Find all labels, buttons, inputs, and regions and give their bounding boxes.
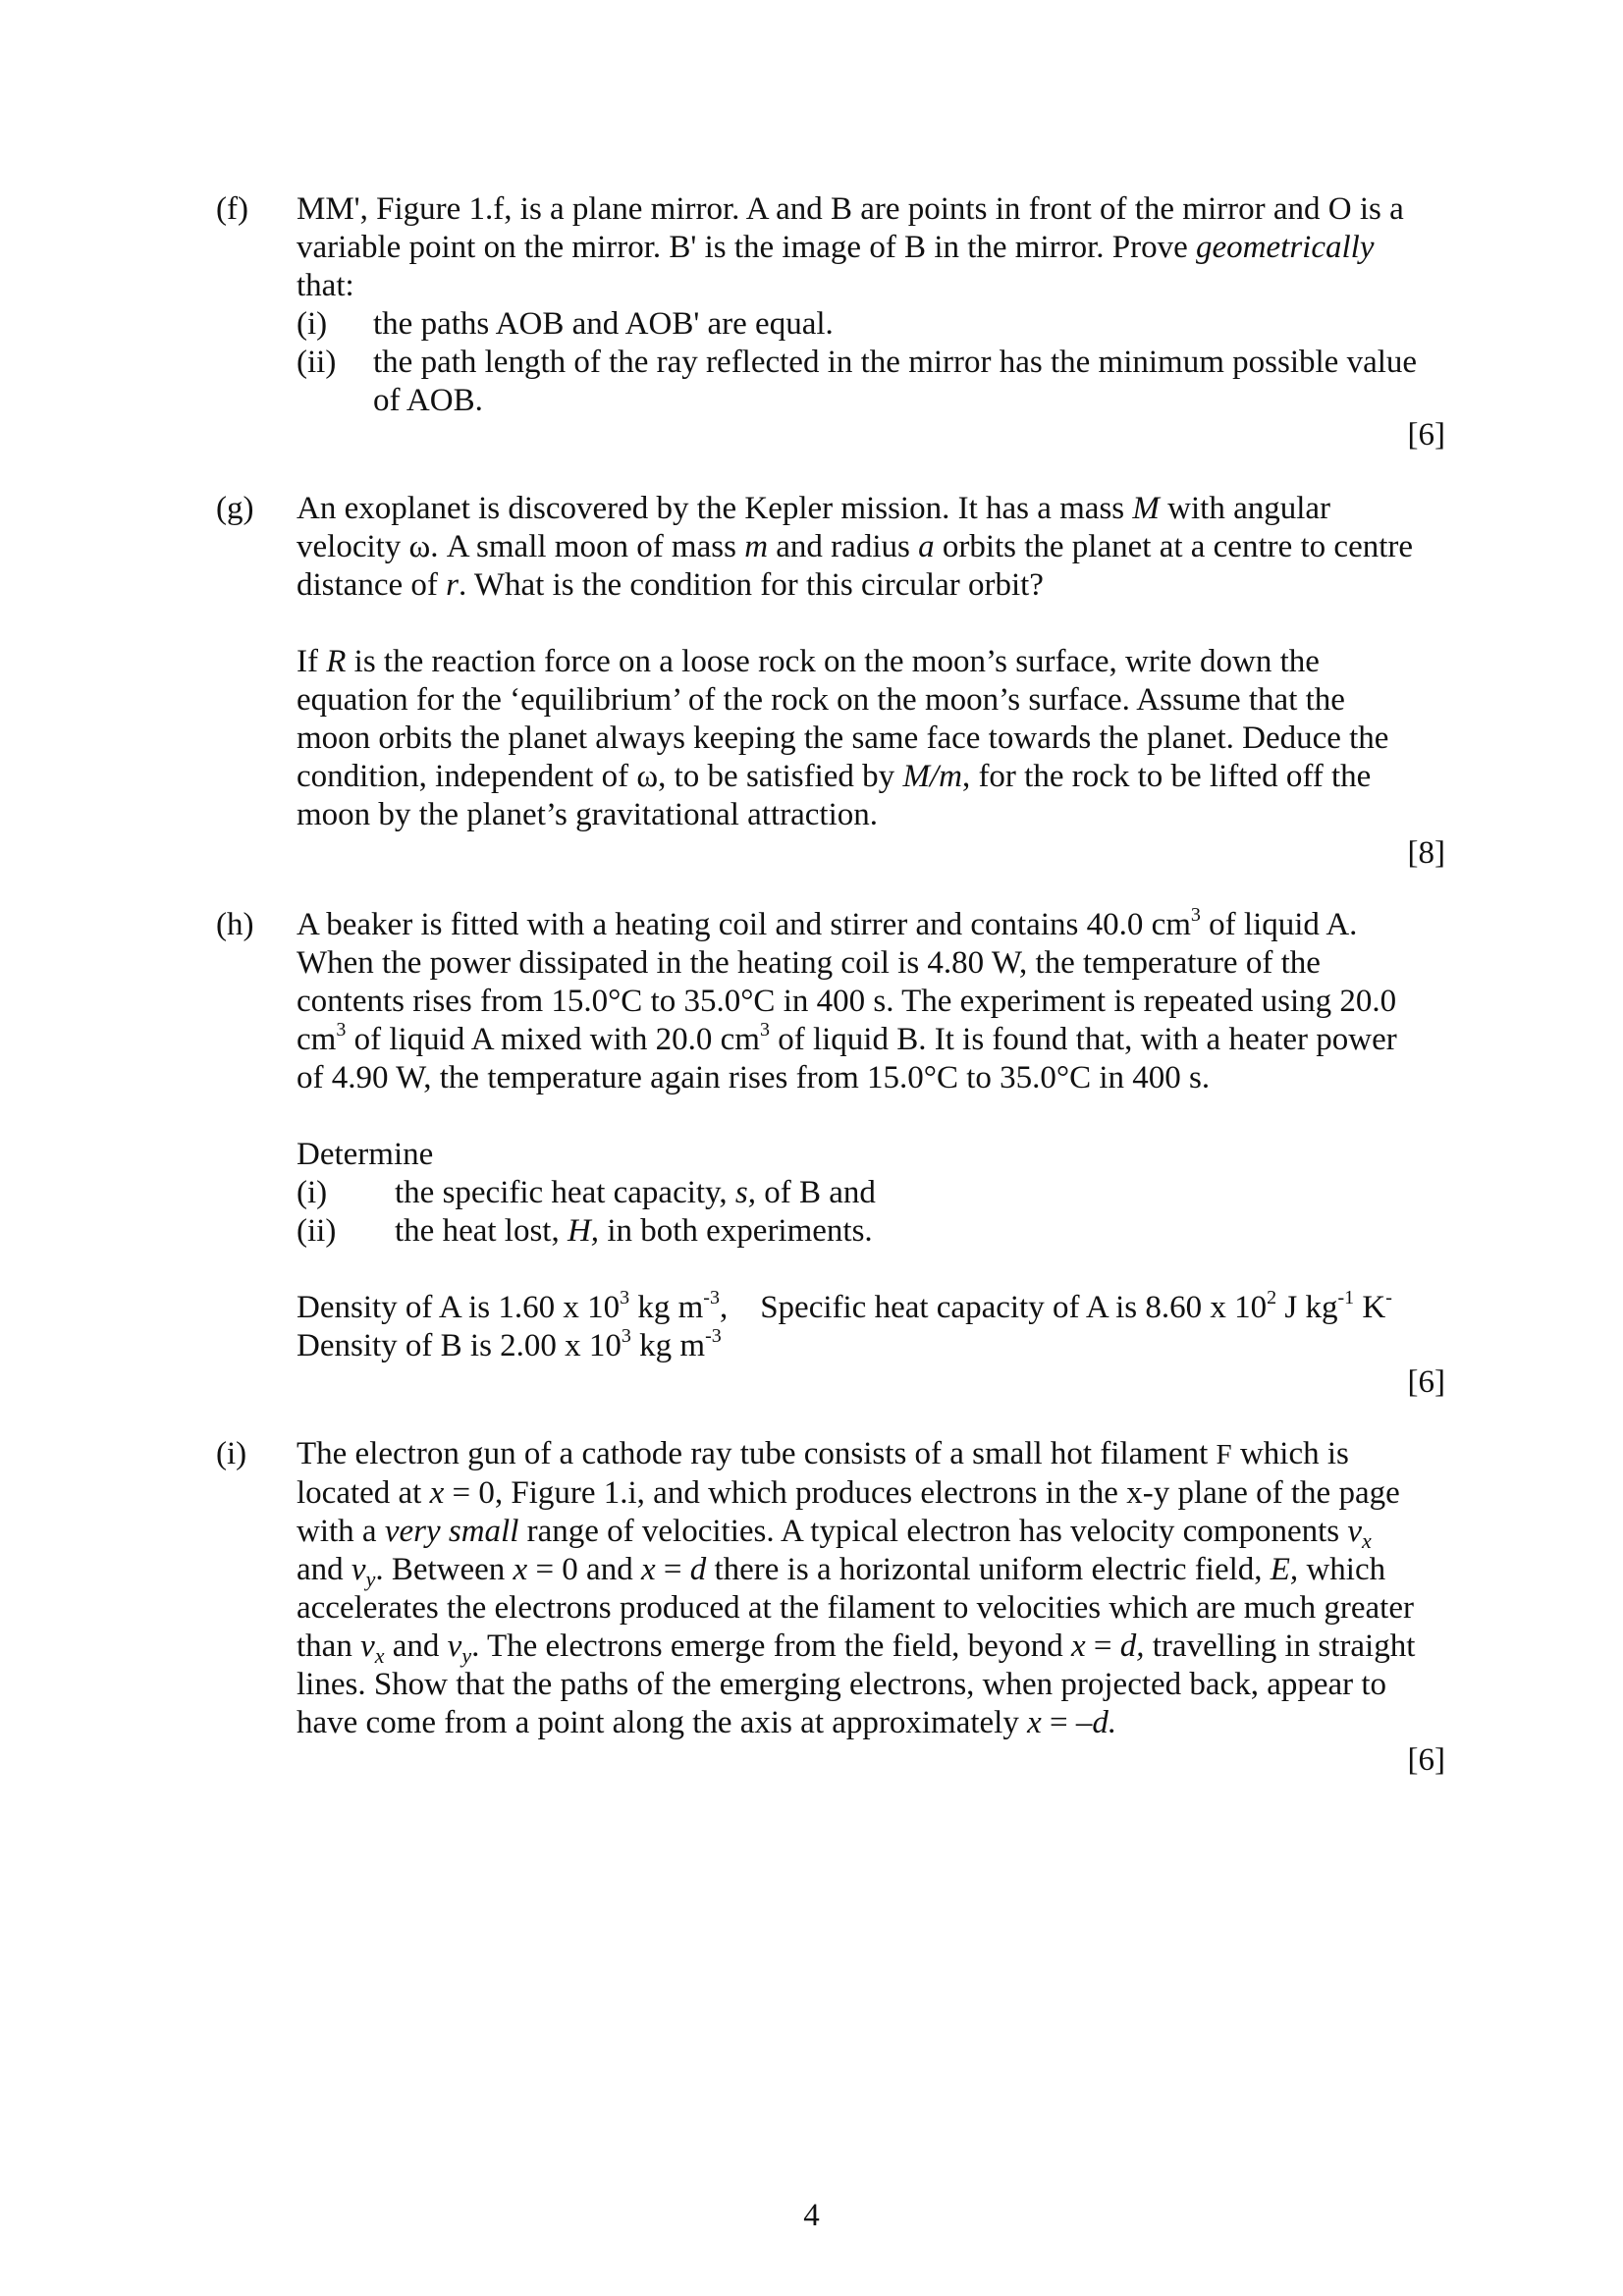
marks: [8] bbox=[1407, 835, 1445, 871]
text-line: have come from a point along the axis at approximately x = –d. bbox=[297, 1705, 1117, 1740]
sub-text: the heat lost, H, in both experiments. bbox=[395, 1213, 873, 1249]
text-line: contents rises from 15.0°C to 35.0°C in 400 s. The experiment is repeated using 20.0 bbox=[297, 984, 1397, 1019]
text-line: moon by the planet’s gravitational attraction. bbox=[297, 797, 879, 832]
text-line: The electron gun of a cathode ray tube consists of a small hot filament F which is bbox=[297, 1436, 1349, 1471]
question-body bbox=[297, 1435, 1445, 1742]
sub-label: (ii) bbox=[297, 1213, 337, 1249]
sub-label: (ii) bbox=[297, 345, 337, 380]
text-line: equation for the ‘equilibrium’ of the rock on the moon’s surface. Assume that the bbox=[297, 682, 1345, 718]
text-line: A beaker is fitted with a heating coil and stirrer and contains 40.0 $cm^3$ of liquid A. bbox=[297, 904, 1358, 942]
sub-text: the paths AOB and AOB' are equal. bbox=[373, 306, 834, 342]
sub-text: the specific heat capacity, s, of B and bbox=[395, 1175, 876, 1210]
sub-text: the path length of the ray reflected in the mirror has the minimum possible value of AOB. bbox=[373, 345, 1418, 418]
question-body bbox=[297, 906, 1445, 1365]
text-line: Density of B is 2.00 x $10^3$ kg $m^{-3}$ bbox=[297, 1325, 722, 1363]
sub-part-ii bbox=[297, 344, 1445, 420]
text-line: An exoplanet is discovered by the Kepler mission. It has a mass M with angular bbox=[297, 491, 1331, 526]
question-body bbox=[297, 190, 1445, 420]
question-label: (g) bbox=[216, 491, 254, 526]
marks: [6] bbox=[1407, 417, 1445, 453]
text-line: of 4.90 W, the temperature again rises from 15.0°C to 35.0°C in 400 s. bbox=[297, 1060, 1211, 1095]
marks: [6] bbox=[1407, 1364, 1445, 1400]
page-number: 4 bbox=[803, 2198, 820, 2233]
text-line: with a very small range of velocities. A typical electron has velocity components $v_x$ bbox=[297, 1514, 1372, 1553]
text-line: velocity ω. A small moon of mass m and radius a orbits the planet at a centre to centre bbox=[297, 529, 1414, 564]
question-label: (i) bbox=[216, 1436, 247, 1471]
text-line: that: bbox=[297, 268, 354, 303]
text-line: MM', Figure 1.f, is a plane mirror. A and B are points in front of the mirror and O is a bbox=[297, 191, 1404, 227]
text-line: variable point on the mirror. B' is the image of B in the mirror. Prove geometrically bbox=[297, 230, 1375, 265]
text-line: lines. Show that the paths of the emerging electrons, when projected back, appear to bbox=[297, 1667, 1387, 1702]
text-line: located at x = 0, Figure 1.i, and which produces electrons in the x-y plane of the page bbox=[297, 1475, 1400, 1511]
sub-label: (i) bbox=[297, 306, 328, 342]
text-line: Density of A is 1.60 x $10^3$ kg $m^{-3}$, Specific heat capacity of A is 8.60 x $10^2$ J $kg^{-1}$ K- bbox=[297, 1287, 1392, 1325]
text-line: and $v_y$. Between x = 0 and x = d there is a horizontal uniform electric field, E, which bbox=[297, 1552, 1386, 1591]
sub-part-i bbox=[297, 305, 1445, 344]
sub-label: (i) bbox=[297, 1175, 328, 1210]
text-line: Determine bbox=[297, 1137, 434, 1172]
question-body bbox=[297, 490, 1445, 834]
text-line: distance of r. What is the condition for this circular orbit? bbox=[297, 567, 1044, 603]
sub-part-ii bbox=[297, 1212, 1445, 1251]
text-line: than $v_x$ and $v_y$. The electrons emerge from the field, beyond x = d, travelling in straight bbox=[297, 1629, 1416, 1668]
text-line: $cm^3$ of liquid A mixed with 20.0 $cm^3$ of liquid B. It is found that, with a heater power bbox=[297, 1019, 1397, 1057]
text-line: When the power dissipated in the heating coil is 4.80 W, the temperature of the bbox=[297, 945, 1321, 981]
question-label: (h) bbox=[216, 907, 254, 942]
question-label: (f) bbox=[216, 191, 248, 227]
marks: [6] bbox=[1407, 1742, 1445, 1778]
text-line: accelerates the electrons produced at the filament to velocities which are much greater bbox=[297, 1590, 1414, 1626]
text-line: moon orbits the planet always keeping the same face towards the planet. Deduce the bbox=[297, 721, 1389, 756]
sub-part-i bbox=[297, 1174, 1445, 1212]
text-line: If R is the reaction force on a loose rock on the moon’s surface, write down the bbox=[297, 644, 1320, 679]
text-line: condition, independent of ω, to be satisfied by M/m, for the rock to be lifted off the bbox=[297, 759, 1372, 794]
